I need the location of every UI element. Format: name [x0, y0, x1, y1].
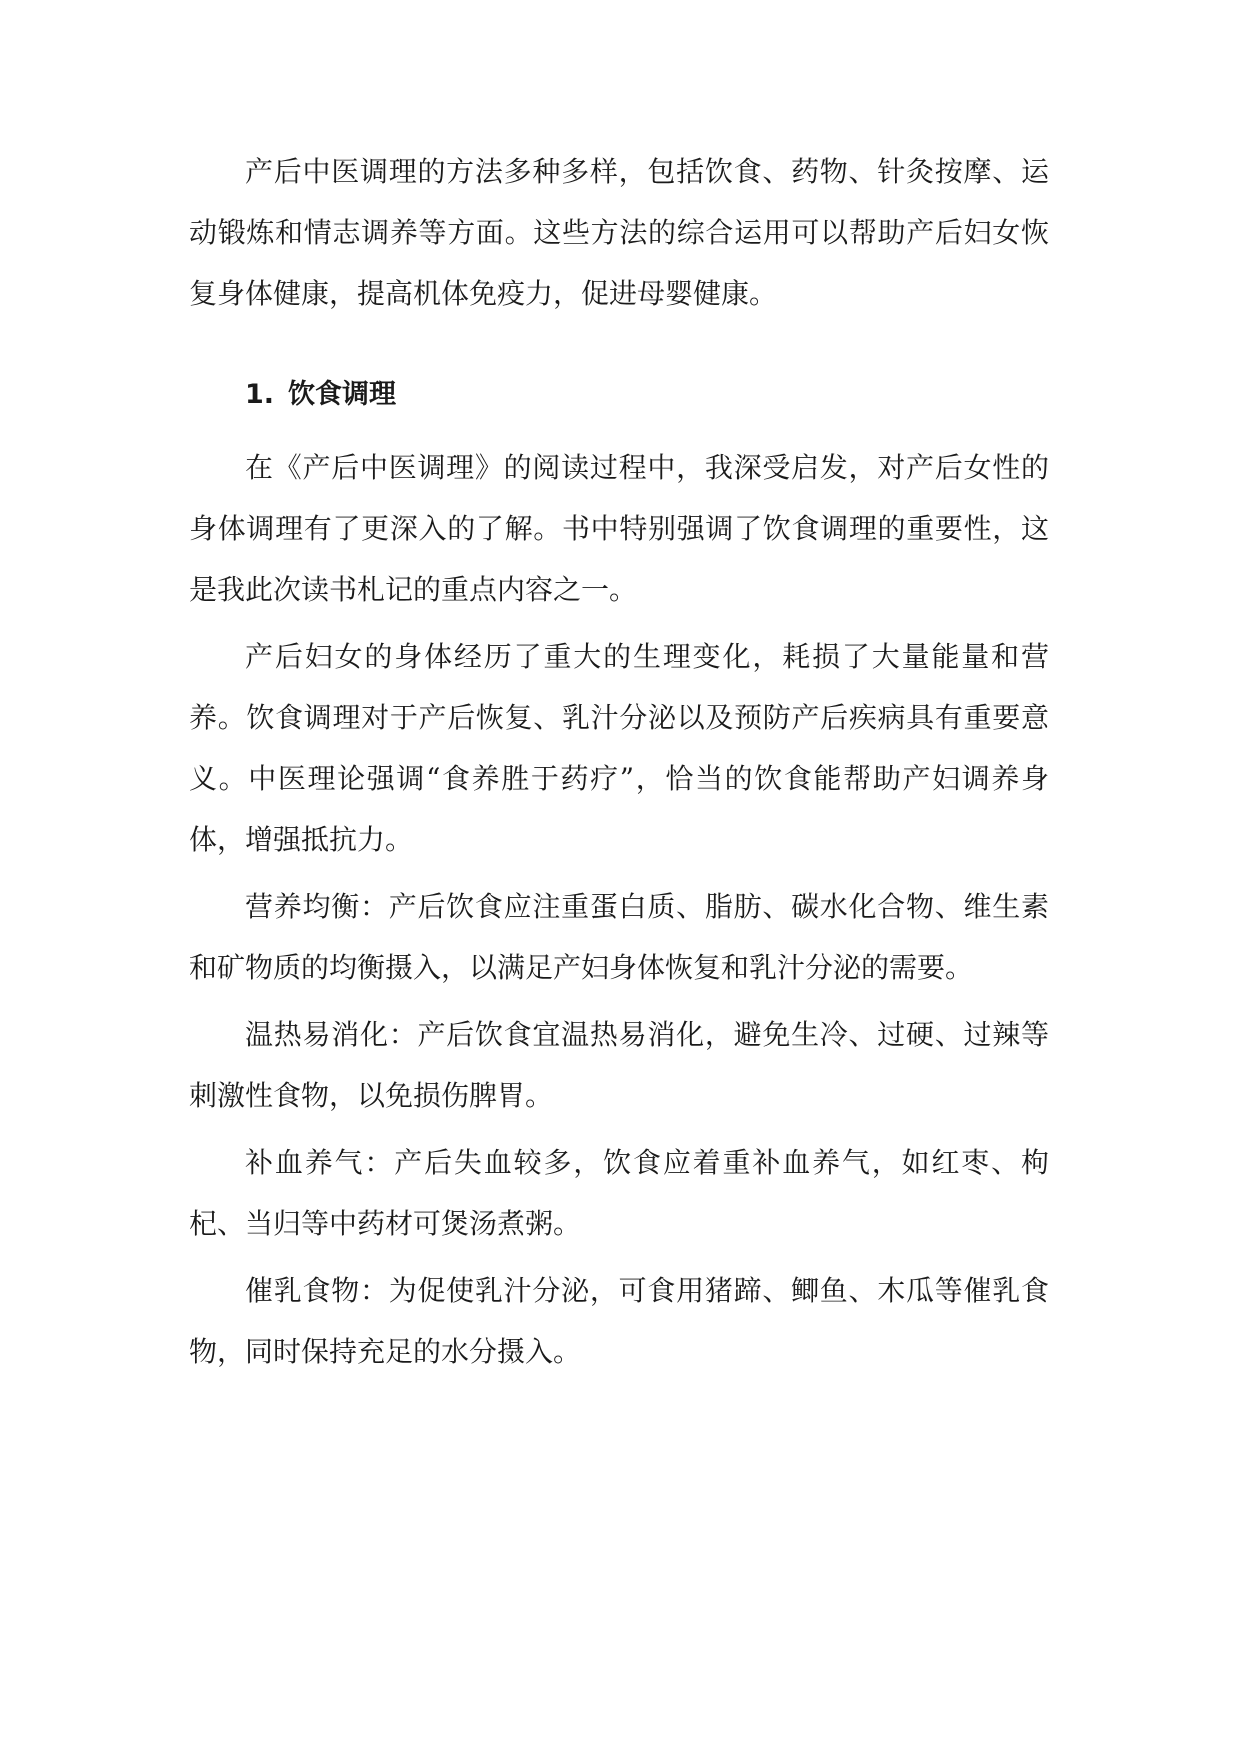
- body-paragraph: 在《产后中医调理》的阅读过程中，我深受启发，对产后女性的身体调理有了更深入的了解。书中特别强调了饮食调理的重要性，这是我此次读书札记的重点内容之一。: [189, 451, 1049, 606]
- section-title: 饮食调理: [288, 379, 397, 410]
- body-paragraph: 催乳食物：为促使乳汁分泌，可食用猪蹄、鲫鱼、木瓜等催乳食物，同时保持充足的水分摄入。: [189, 1274, 1049, 1368]
- section-number: 1.: [245, 379, 275, 410]
- body-paragraph: 补血养气：产后失血较多，饮食应着重补血养气，如红枣、枸杞、当归等中药材可煲汤煮粥。: [189, 1146, 1049, 1240]
- document-body: [189, 141, 1049, 1388]
- section-heading: [189, 364, 1049, 425]
- intro-paragraph: 产后中医调理的方法多种多样，包括饮食、药物、针灸按摩、运动锻炼和情志调养等方面。这些方法的综合运用可以帮助产后妇女恢复身体健康，提高机体免疫力，促进母婴健康。: [189, 155, 1049, 310]
- body-paragraph: 营养均衡：产后饮食应注重蛋白质、脂肪、碳水化合物、维生素和矿物质的均衡摄入，以满足产妇身体恢复和乳汁分泌的需要。: [189, 890, 1049, 984]
- body-paragraph: 产后妇女的身体经历了重大的生理变化，耗损了大量能量和营养。饮食调理对于产后恢复、乳汁分泌以及预防产后疾病具有重要意义。中医理论强调“食养胜于药疗”，恰当的饮食能帮助产妇调养身体，增强抵抗力。: [189, 640, 1049, 856]
- body-paragraph: 温热易消化：产后饮食宜温热易消化，避免生冷、过硬、过辣等刺激性食物，以免损伤脾胃。: [189, 1018, 1049, 1112]
